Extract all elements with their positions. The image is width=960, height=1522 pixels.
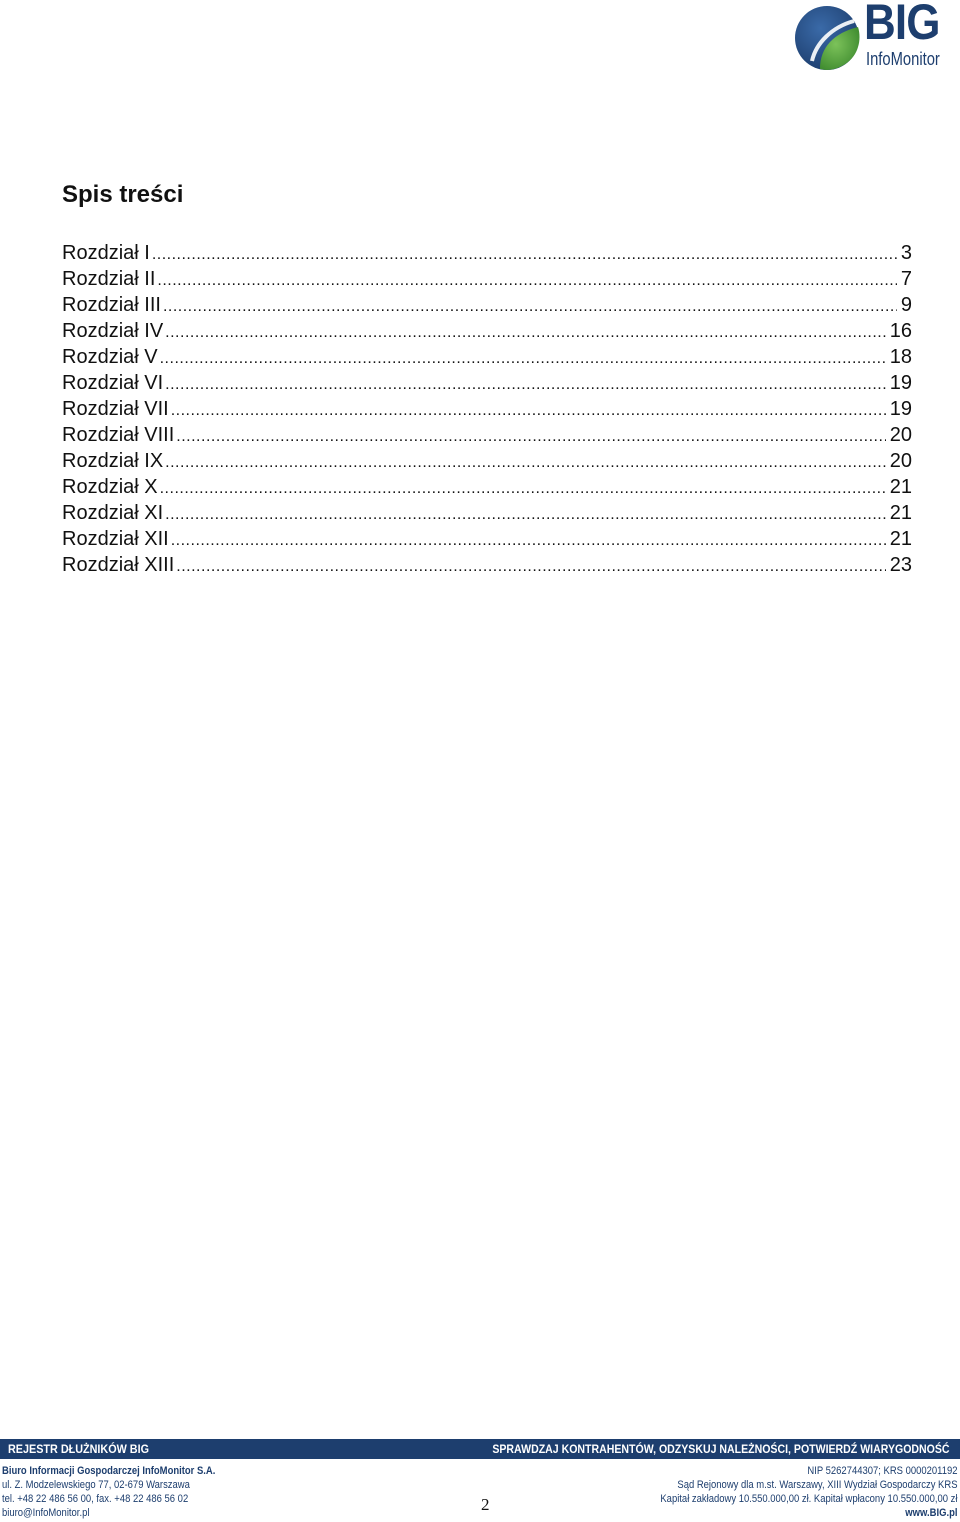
toc-entry-page: 23 (889, 554, 912, 576)
toc-entry-page: 20 (889, 424, 912, 446)
toc-entry-page: 18 (889, 346, 912, 368)
toc-entry[interactable] (62, 422, 912, 448)
logo-mark-icon (794, 3, 864, 71)
toc-dot-leader (171, 398, 886, 424)
toc-entry-label: Rozdział III (62, 294, 161, 316)
toc-entry-label: Rozdział X (62, 476, 158, 498)
toc-entry[interactable] (62, 318, 912, 344)
logo-text: BIG (864, 0, 940, 50)
toc-entry-page: 19 (889, 372, 912, 394)
toc-entry[interactable] (62, 396, 912, 422)
toc-entry-page: 19 (889, 398, 912, 420)
toc-entry[interactable] (62, 526, 912, 552)
toc-entry-label: Rozdział XIII (62, 554, 175, 576)
toc-entry-label: Rozdział IX (62, 450, 164, 472)
page-title: Spis treści (62, 181, 184, 208)
footer-address: ul. Z. Modzelewskiego 77, 02-679 Warszawa (2, 1479, 190, 1491)
toc-entry[interactable] (62, 500, 912, 526)
toc-dot-leader (163, 294, 897, 320)
toc-dot-leader (171, 528, 886, 554)
toc-dot-leader (152, 242, 897, 268)
company-logo (794, 0, 952, 71)
footer-website[interactable]: www.BIG.pl (905, 1507, 958, 1519)
footer-court: Sąd Rejonowy dla m.st. Warszawy, XIII Wydział Gospodarczy KRS (677, 1479, 958, 1491)
toc-entry-page: 21 (889, 528, 912, 550)
toc-entry-label: Rozdział V (62, 346, 158, 368)
toc-entry-page: 20 (889, 450, 912, 472)
toc-entry[interactable] (62, 344, 912, 370)
toc-entry[interactable] (62, 266, 912, 292)
footer-capital: Kapitał zakładowy 10.550.000,00 zł. Kapitał wpłacony 10.550.000,00 zł (660, 1493, 958, 1505)
footer-nip-krs: NIP 5262744307; KRS 0000201192 (807, 1465, 958, 1477)
toc-entry-page: 21 (889, 476, 912, 498)
toc-entry-label: Rozdział II (62, 268, 156, 290)
toc-entry[interactable] (62, 370, 912, 396)
footer-email[interactable]: biuro@InfoMonitor.pl (2, 1507, 90, 1519)
footer-legal (661, 1464, 958, 1520)
toc-entry-label: Rozdział XI (62, 502, 164, 524)
table-of-contents (62, 240, 912, 578)
toc-dot-leader (176, 424, 885, 450)
toc-entry-label: Rozdział IV (62, 320, 164, 342)
toc-dot-leader (160, 476, 886, 502)
toc-entry-label: Rozdział VI (62, 372, 164, 394)
toc-dot-leader (165, 502, 886, 528)
toc-entry-page: 16 (889, 320, 912, 342)
toc-entry-label: Rozdział XII (62, 528, 169, 550)
toc-entry[interactable] (62, 552, 912, 578)
toc-entry-page: 3 (900, 242, 912, 264)
logo-subtext: InfoMonitor (866, 49, 940, 69)
toc-entry-label: Rozdział I (62, 242, 150, 264)
toc-entry-page: 21 (889, 502, 912, 524)
toc-entry[interactable] (62, 474, 912, 500)
toc-entry[interactable] (62, 240, 912, 266)
toc-dot-leader (165, 450, 886, 476)
footer-banner (0, 1439, 960, 1459)
footer-banner-left: REJESTR DŁUŻNIKÓW BIG (8, 1442, 150, 1456)
footer-contact (2, 1464, 215, 1520)
toc-dot-leader (165, 372, 886, 398)
toc-entry-page: 7 (900, 268, 912, 290)
toc-entry-label: Rozdział VII (62, 398, 169, 420)
toc-dot-leader (157, 268, 897, 294)
toc-dot-leader (160, 346, 886, 372)
footer-phone: tel. +48 22 486 56 00, fax. +48 22 486 56 02 (2, 1493, 189, 1505)
toc-entry[interactable] (62, 292, 912, 318)
toc-dot-leader (165, 320, 886, 346)
toc-dot-leader (176, 554, 885, 580)
toc-entry[interactable] (62, 448, 912, 474)
toc-entry-label: Rozdział VIII (62, 424, 175, 446)
toc-entry-page: 9 (900, 294, 912, 316)
footer-banner-right: SPRAWDZAJ KONTRAHENTÓW, ODZYSKUJ NALEŻNOŚCI, POTWIERDŹ WIARYGODNOŚĆ (492, 1442, 950, 1456)
footer-company-name: Biuro Informacji Gospodarczej InfoMonitor S.A. (2, 1465, 216, 1477)
page-number: 2 (481, 1495, 490, 1514)
